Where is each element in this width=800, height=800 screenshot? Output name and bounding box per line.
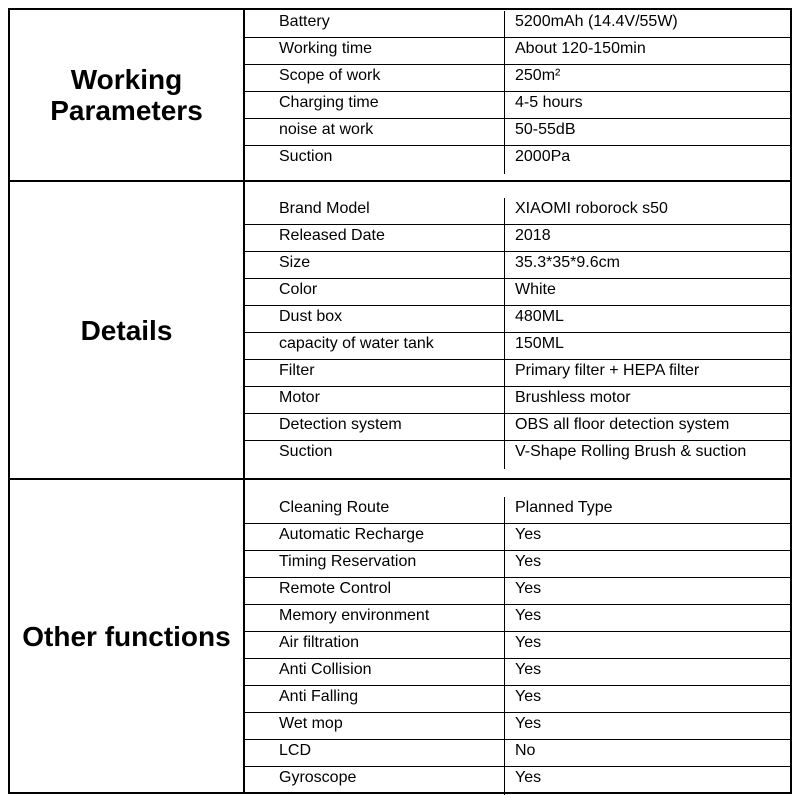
spec-label: Detection system: [279, 416, 402, 433]
table-row: [245, 578, 790, 605]
spec-label: Suction: [279, 148, 333, 165]
table-row: [245, 659, 790, 686]
table-row: [245, 497, 790, 524]
spec-label: Working time: [279, 40, 373, 57]
spec-label: Scope of work: [279, 67, 381, 84]
spec-value: About 120-150min: [515, 40, 646, 57]
section-heading-line: Parameters: [50, 95, 203, 126]
table-row: [245, 38, 790, 65]
spec-label: Wet mop: [279, 715, 343, 732]
spec-value: Planned Type: [515, 499, 613, 516]
spec-value: 150ML: [515, 335, 564, 352]
table-row: [245, 713, 790, 740]
column-divider: [504, 119, 505, 146]
table-row: [245, 92, 790, 119]
table-row: [245, 524, 790, 551]
column-divider: [504, 360, 505, 387]
spec-label: noise at work: [279, 121, 374, 138]
section-details: [10, 182, 790, 480]
table-row: [245, 146, 790, 173]
column-divider: [504, 441, 505, 469]
spec-label: Color: [279, 281, 318, 298]
spec-label: Suction: [279, 443, 333, 460]
column-divider: [504, 65, 505, 92]
spec-value: Yes: [515, 661, 542, 678]
spec-value: 250m²: [515, 67, 561, 84]
spec-value: 50-55dB: [515, 121, 576, 138]
spec-value: 2000Pa: [515, 148, 571, 165]
spec-label: Motor: [279, 389, 320, 406]
column-divider: [504, 578, 505, 605]
table-row: [245, 441, 790, 468]
column-divider: [504, 92, 505, 119]
column-divider: [504, 524, 505, 551]
spec-value: Yes: [515, 526, 542, 543]
spec-value: No: [515, 742, 536, 759]
spec-value: XIAOMI roborock s50: [515, 200, 668, 217]
column-divider: [504, 198, 505, 225]
spec-label: capacity of water tank: [279, 335, 434, 352]
spec-label: Anti Falling: [279, 688, 359, 705]
column-divider: [504, 279, 505, 306]
table-row: [245, 119, 790, 146]
spec-label: Gyroscope: [279, 769, 357, 786]
column-divider: [504, 740, 505, 767]
section-heading-line: Working: [70, 64, 183, 95]
spec-value: Primary filter + HEPA filter: [515, 362, 700, 379]
spec-value: Yes: [515, 769, 542, 786]
spec-value: Yes: [515, 607, 542, 624]
column-divider: [504, 551, 505, 578]
table-row: [245, 360, 790, 387]
column-divider: [504, 659, 505, 686]
column-divider: [504, 605, 505, 632]
spec-label: Brand Model: [279, 200, 370, 217]
table-row: [245, 252, 790, 279]
column-divider: [504, 333, 505, 360]
spec-label: Released Date: [279, 227, 385, 244]
spec-label: LCD: [279, 742, 312, 759]
column-divider: [504, 713, 505, 740]
column-divider: [504, 306, 505, 333]
spec-label: Battery: [279, 13, 330, 30]
column-divider: [504, 146, 505, 174]
spec-label: Automatic Recharge: [279, 526, 424, 543]
table-row: [245, 333, 790, 360]
spec-value: 35.3*35*9.6cm: [515, 254, 620, 271]
column-divider: [504, 252, 505, 279]
table-row: [245, 306, 790, 333]
column-divider: [504, 225, 505, 252]
spec-value: Yes: [515, 688, 542, 705]
spec-label: Filter: [279, 362, 315, 379]
spec-label: Remote Control: [279, 580, 392, 597]
spec-value: Yes: [515, 634, 542, 651]
spec-label: Timing Reservation: [279, 553, 417, 570]
table-row: [245, 740, 790, 767]
spec-value: 2018: [515, 227, 551, 244]
column-divider: [504, 11, 505, 38]
spec-label: Memory environment: [279, 607, 430, 624]
spec-label: Charging time: [279, 94, 379, 111]
table-row: [245, 198, 790, 225]
section-heading-line: Details: [80, 314, 173, 346]
spec-value: V-Shape Rolling Brush & suction: [515, 443, 747, 460]
table-row: [245, 632, 790, 659]
spec-value: Brushless motor: [515, 389, 631, 406]
spec-value: Yes: [515, 580, 542, 597]
table-row: [245, 686, 790, 713]
spec-value: White: [515, 281, 556, 298]
table-row: [245, 414, 790, 441]
table-row: [245, 279, 790, 306]
column-divider: [504, 387, 505, 414]
spec-value: OBS all floor detection system: [515, 416, 730, 433]
section-heading: [10, 10, 245, 180]
spec-table: [8, 8, 792, 794]
column-divider: [504, 38, 505, 65]
spec-value: Yes: [515, 715, 542, 732]
spec-label: Dust box: [279, 308, 343, 325]
table-row: [245, 225, 790, 252]
table-row: [245, 11, 790, 38]
column-divider: [504, 632, 505, 659]
table-row: [245, 551, 790, 578]
section-other-functions: [10, 480, 790, 792]
column-divider: [504, 414, 505, 441]
spec-label: Size: [279, 254, 311, 271]
section-heading: [10, 480, 245, 792]
table-row: [245, 65, 790, 92]
spec-value: Yes: [515, 553, 542, 570]
column-divider: [504, 686, 505, 713]
spec-value: 480ML: [515, 308, 564, 325]
spec-label: Air filtration: [279, 634, 360, 651]
spec-label: Anti Collision: [279, 661, 372, 678]
spec-value: 4-5 hours: [515, 94, 583, 111]
column-divider: [504, 497, 505, 524]
table-row: [245, 605, 790, 632]
spec-value: 5200mAh (14.4V/55W): [515, 13, 678, 30]
column-divider: [504, 767, 505, 795]
section-working-parameters: [10, 10, 790, 182]
spec-label: Cleaning Route: [279, 499, 390, 516]
section-heading-line: Other functions: [22, 620, 231, 652]
table-row: [245, 767, 790, 794]
table-row: [245, 387, 790, 414]
section-heading: [10, 182, 245, 478]
